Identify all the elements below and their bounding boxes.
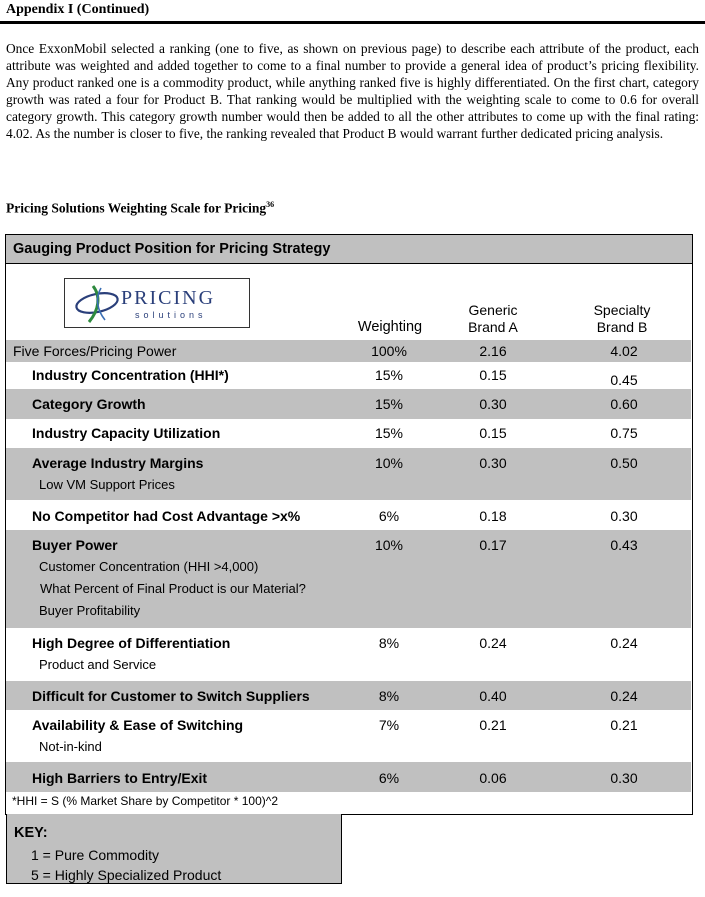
intro-paragraph: Once ExxonMobil selected a ranking (one to five, as shown on previous page) to describe each attribute of the product, each attribute was weighted and added together to come to a final number to provide a general idea of product’s pricing flexibility. Any product ranked one is a commodity product, while anything ranked five is highly differentiated. On the first chart, category growth was rated a four for Product B. That ranking would be multiplied with the weighting scale to come to 0.6 for overall category growth. This category growth number would then be added to all the other attributes to come up with the final rating: 4.02. As the number is closer to five, the ranking revealed that Product B would warrant further dedicated pricing analysis. — [6, 41, 699, 141]
row-label: Industry Concentration (HHI*) — [32, 367, 229, 383]
row-label: Difficult for Customer to Switch Suppliers — [32, 688, 310, 704]
row-sub-label: Product and Service — [39, 657, 157, 672]
brand-a-value: 0.15 — [479, 425, 507, 441]
weighting-value: 6% — [378, 508, 400, 524]
brand-b-value: 0.60 — [610, 396, 638, 412]
brand-a-value: 0.40 — [479, 688, 507, 704]
appendix-heading: Appendix I (Continued) — [6, 2, 150, 17]
key-item: 1 = Pure Commodity — [31, 847, 159, 863]
brand-a-value: 0.21 — [479, 717, 507, 733]
row-label: High Degree of Differentiation — [32, 635, 231, 651]
heading-rule — [0, 21, 705, 24]
brand-b-value: 0.21 — [610, 717, 638, 733]
brand-a-value: 0.06 — [479, 770, 507, 786]
brand-b-value: 0.24 — [610, 688, 638, 704]
brand-b-value: 0.30 — [610, 770, 638, 786]
weighting-value: 8% — [378, 688, 400, 704]
row-label: Availability & Ease of Switching — [32, 717, 244, 733]
column-generic: Generic Brand A — [468, 302, 518, 335]
row-label: No Competitor had Cost Advantage >x% — [32, 508, 301, 524]
weighting-value: 15% — [374, 367, 404, 383]
weighting-value: 15% — [374, 425, 404, 441]
table-header: Gauging Product Position for Pricing Strategy — [6, 235, 692, 264]
row-sub-label: Not-in-kind — [39, 739, 102, 754]
brand-b-value: 0.45 — [610, 372, 638, 388]
row-label: Category Growth — [32, 396, 146, 412]
table-title: Pricing Solutions Weighting Scale for Pricing$^{36}$ — [6, 200, 275, 216]
brand-a-value: 0.24 — [479, 635, 507, 651]
row-sub-label: Buyer Profitability — [39, 603, 141, 618]
key-title: KEY: — [14, 825, 48, 841]
brand-b-value: 4.02 — [610, 343, 638, 359]
brand-b-value: 0.75 — [610, 425, 638, 441]
weighting-value: 100% — [371, 343, 407, 359]
weighting-value: 10% — [374, 537, 404, 553]
weighting-value: 15% — [374, 396, 404, 412]
pricing-solutions-logo — [64, 278, 250, 328]
weighting-value: 8% — [378, 635, 400, 651]
row-label: Buyer Power — [32, 537, 118, 553]
row-label: Industry Capacity Utilization — [32, 425, 221, 441]
row-label: High Barriers to Entry/Exit — [32, 770, 208, 786]
key-box — [6, 814, 342, 884]
brand-a-value: 0.15 — [479, 367, 507, 383]
weighting-value: 6% — [378, 770, 400, 786]
key-item: 5 = Highly Specialized Product — [31, 867, 222, 883]
brand-a-value: 0.18 — [479, 508, 507, 524]
brand-b-value: 0.43 — [610, 537, 638, 553]
footnote-ref: 36 — [266, 200, 275, 209]
row-sub-label: What Percent of Final Product is our Material? — [40, 581, 306, 596]
row-label: Average Industry Margins — [32, 455, 204, 471]
logo-word: PRICING — [121, 287, 216, 309]
row-label: Five Forces/Pricing Power — [13, 343, 177, 359]
hhi-footnote: *HHI = S (% Market Share by Competitor * 100)^2 — [12, 794, 279, 808]
brand-a-value: 2.16 — [479, 343, 507, 359]
row-sub-label: Customer Concentration (HHI >4,000) — [39, 559, 259, 574]
weighting-value: 7% — [378, 717, 400, 733]
column-weighting: Weighting — [357, 319, 423, 335]
weighting-value: 10% — [374, 455, 404, 471]
column-specialty: Specialty Brand B — [593, 302, 651, 335]
row-sub-label: Low VM Support Prices — [39, 477, 175, 492]
brand-b-value: 0.30 — [610, 508, 638, 524]
brand-a-value: 0.30 — [479, 396, 507, 412]
brand-a-value: 0.30 — [479, 455, 507, 471]
logo-swoosh-icon — [71, 282, 121, 326]
logo-subword: solutions — [135, 310, 207, 320]
brand-a-value: 0.17 — [479, 537, 507, 553]
brand-b-value: 0.24 — [610, 635, 638, 651]
brand-b-value: 0.50 — [610, 455, 638, 471]
